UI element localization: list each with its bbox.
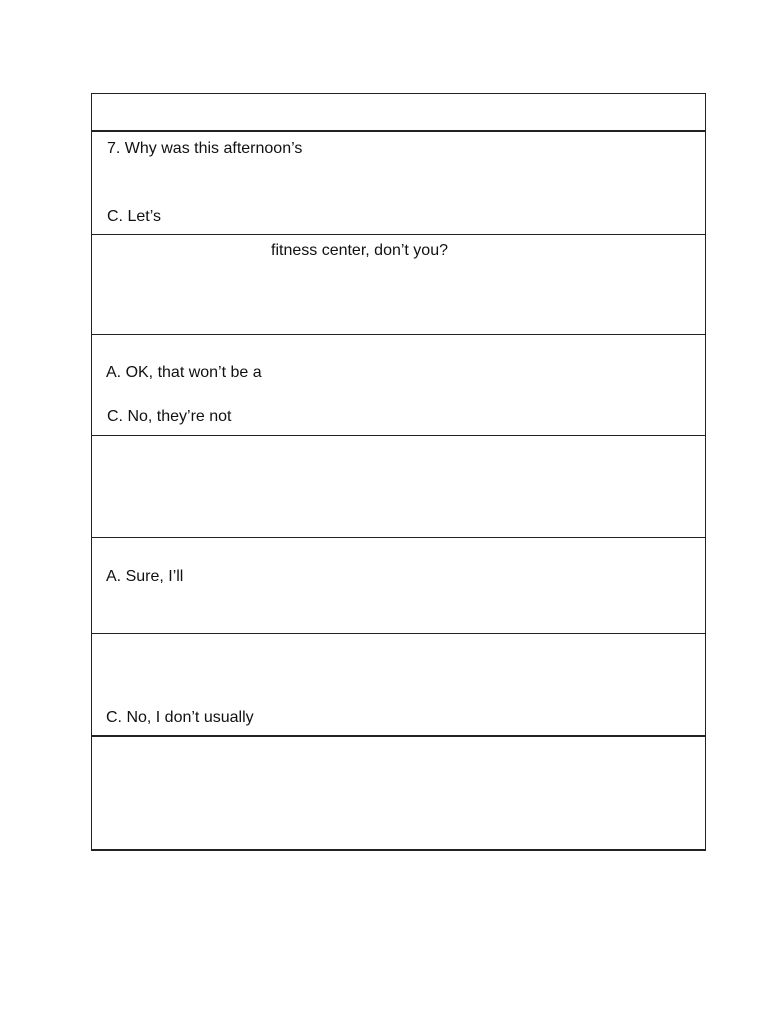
- question-7-text: 7. Why was this afternoon’s: [107, 140, 303, 157]
- sheet-row: [92, 537, 705, 633]
- sheet-row: [92, 130, 705, 234]
- sheet-row: [92, 334, 705, 435]
- sheet-row: [92, 234, 705, 334]
- sheet-row: [92, 735, 705, 851]
- sheet-row: [92, 435, 705, 537]
- question-text: fitness center, don’t you?: [271, 242, 448, 259]
- answer-option-a: A. Sure, I’ll: [106, 568, 184, 585]
- answer-sheet: [91, 93, 706, 851]
- answer-option-c: C. No, they’re not: [107, 408, 232, 425]
- sheet-row: [92, 633, 705, 735]
- sheet-row: [92, 93, 705, 130]
- answer-option-c: C. No, I don’t usually: [106, 709, 254, 726]
- answer-option-c: C. Let’s: [107, 208, 161, 225]
- answer-option-a: A. OK, that won’t be a: [106, 364, 262, 381]
